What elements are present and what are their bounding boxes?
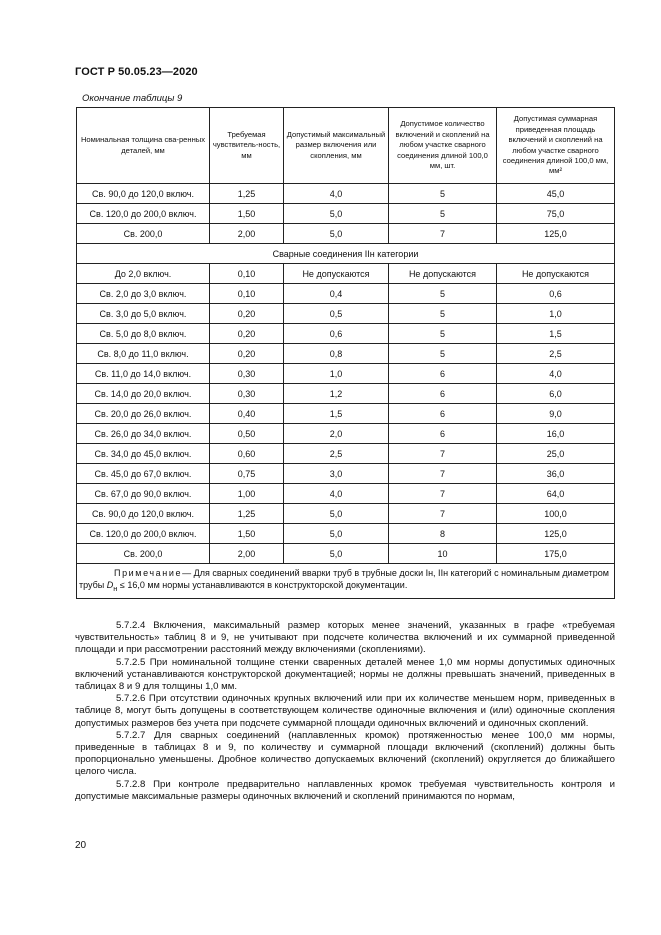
- table-cell: 5: [389, 344, 497, 364]
- table-cell: 2,00: [210, 224, 284, 244]
- table-cell: 1,50: [210, 524, 284, 544]
- table-cell: Св. 14,0 до 20,0 включ.: [77, 384, 210, 404]
- table-cell: Св. 11,0 до 14,0 включ.: [77, 364, 210, 384]
- table-cell: 6: [389, 384, 497, 404]
- paragraph: 5.7.2.6 При отсутствии одиночных крупных включений или при их количестве меньшем норм, приведенных в таблице 8, могут быть допущены в соответствующем количестве одиночные включения и (или) одиночные скопления допустимых размеров без учета при подсчете суммарной площади одиночных включений и одиночных скоплений.: [75, 693, 615, 729]
- table-row: [77, 184, 615, 204]
- table-cell: Не допускаются: [497, 264, 615, 284]
- table-cell: Св. 200,0: [77, 224, 210, 244]
- table-cell: Св. 3,0 до 5,0 включ.: [77, 304, 210, 324]
- table-cell: 0,6: [284, 324, 389, 344]
- table-cell: 1,5: [284, 404, 389, 424]
- table-row: [77, 464, 615, 484]
- table-cell: 0,40: [210, 404, 284, 424]
- table-row: [77, 444, 615, 464]
- table-cell: 2,5: [497, 344, 615, 364]
- body-text: [75, 620, 615, 803]
- header-cell: Требуемая чувствитель-ность, мм: [210, 108, 284, 184]
- table-cell: 0,30: [210, 364, 284, 384]
- table-cell: 1,2: [284, 384, 389, 404]
- table-row: [77, 544, 615, 564]
- header-cell: Номинальная толщина сва-ренных деталей, мм: [77, 108, 210, 184]
- table-cell: 0,10: [210, 284, 284, 304]
- table-cell: 0,8: [284, 344, 389, 364]
- paragraph: 5.7.2.8 При контроле предварительно наплавленных кромок требуемая чувствительность контроля и допустимые максимальные размеры одиночных включений и скоплений принимаются по нормам,: [75, 778, 615, 802]
- header-cell: Допустимый максимальный размер включения или скопления, мм: [284, 108, 389, 184]
- table-row: [77, 364, 615, 384]
- table-cell: 36,0: [497, 464, 615, 484]
- table-cell: 0,30: [210, 384, 284, 404]
- table-cell: Не допускаются: [389, 264, 497, 284]
- table-cell: 7: [389, 224, 497, 244]
- table-cell: 1,00: [210, 484, 284, 504]
- table-cell: 5: [389, 204, 497, 224]
- table-cell: 7: [389, 464, 497, 484]
- table-cell: 2,0: [284, 424, 389, 444]
- table-cell: Св. 20,0 до 26,0 включ.: [77, 404, 210, 424]
- table-cell: 5,0: [284, 504, 389, 524]
- table-cell: 5,0: [284, 524, 389, 544]
- table-cell: 16,0: [497, 424, 615, 444]
- table-cell: 5: [389, 324, 497, 344]
- table-cell: Св. 200,0: [77, 544, 210, 564]
- table-cell: 0,10: [210, 264, 284, 284]
- document-code: ГОСТ Р 50.05.23—2020: [75, 66, 198, 78]
- table-cell: Св. 5,0 до 8,0 включ.: [77, 324, 210, 344]
- table-cell: 5: [389, 184, 497, 204]
- table-cell: 10: [389, 544, 497, 564]
- header-cell: Допустимая суммарная приведенная площадь включений и скоплений на любом участке сварного соединения длиной 100,0 мм, мм²: [497, 108, 615, 184]
- table-caption: Окончание таблицы 9: [82, 93, 183, 104]
- table-cell: Св. 2,0 до 3,0 включ.: [77, 284, 210, 304]
- table-cell: 1,0: [497, 304, 615, 324]
- table-cell: 4,0: [497, 364, 615, 384]
- note-label: Примечание: [114, 568, 183, 579]
- table-cell: 4,0: [284, 184, 389, 204]
- table-cell: 5: [389, 304, 497, 324]
- table-cell: Не допускаются: [284, 264, 389, 284]
- table-cell: 7: [389, 444, 497, 464]
- table-cell: 7: [389, 504, 497, 524]
- table-cell: 2,00: [210, 544, 284, 564]
- table-cell: 0,20: [210, 344, 284, 364]
- category-section: [77, 244, 615, 264]
- table-cell: 0,50: [210, 424, 284, 444]
- table-cell: 1,50: [210, 204, 284, 224]
- table-body-top: [77, 184, 615, 244]
- table-row: [77, 344, 615, 364]
- table-row: [77, 524, 615, 544]
- table-cell: 100,0: [497, 504, 615, 524]
- table-cell: 125,0: [497, 524, 615, 544]
- table-cell: 6: [389, 424, 497, 444]
- table-cell: 125,0: [497, 224, 615, 244]
- note-subscript: н: [113, 583, 118, 593]
- table-row: [77, 304, 615, 324]
- table-cell: До 2,0 включ.: [77, 264, 210, 284]
- table-cell: Св. 67,0 до 90,0 включ.: [77, 484, 210, 504]
- table-cell: 0,6: [497, 284, 615, 304]
- table-cell: Св. 120,0 до 200,0 включ.: [77, 524, 210, 544]
- table-row: [77, 484, 615, 504]
- table-cell: 0,75: [210, 464, 284, 484]
- page-number: 20: [75, 840, 87, 851]
- table-row: [77, 264, 615, 284]
- table-row: [77, 404, 615, 424]
- table-cell: 8: [389, 524, 497, 544]
- table-cell: 3,0: [284, 464, 389, 484]
- table-cell: 0,60: [210, 444, 284, 464]
- table-cell: Св. 34,0 до 45,0 включ.: [77, 444, 210, 464]
- table-cell: 5,0: [284, 544, 389, 564]
- table-cell: 1,25: [210, 184, 284, 204]
- table-cell: 6,0: [497, 384, 615, 404]
- table-cell: 4,0: [284, 484, 389, 504]
- table-cell: 7: [389, 484, 497, 504]
- table-cell: Св. 8,0 до 11,0 включ.: [77, 344, 210, 364]
- paragraph: 5.7.2.7 Для сварных соединений (наплавленных кромок) протяженностью менее 100,0 мм нормы, приведенные в таблицах 8 и 9, по количеству и суммарной площади включений (скоплений) должны быть пропорционально уменьшены. Дробное количество допускаемых включений (скоплений) округляется до ближайшего целого числа.: [75, 729, 615, 778]
- table-cell: 5,0: [284, 204, 389, 224]
- table-cell: 0,20: [210, 304, 284, 324]
- table-cell: 0,20: [210, 324, 284, 344]
- table-cell: 5,0: [284, 224, 389, 244]
- table-body-bottom: [77, 264, 615, 564]
- note-section: [77, 564, 615, 599]
- table-cell: Св. 120,0 до 200,0 включ.: [77, 204, 210, 224]
- table-header: [77, 108, 615, 184]
- table-cell: 1,0: [284, 364, 389, 384]
- table-cell: 0,5: [284, 304, 389, 324]
- table-note: [77, 564, 615, 599]
- table-cell: Св. 90,0 до 120,0 включ.: [77, 184, 210, 204]
- note-text-1: — Для сварных соединений вварки труб в трубные доски Iн, IIн категорий с номинальным диаметром трубы: [79, 568, 609, 591]
- table-cell: 64,0: [497, 484, 615, 504]
- paragraph: 5.7.2.5 При номинальной толщине стенки сваренных деталей менее 1,0 мм нормы допустимых одиночных включений устанавливаются конструкторской документацией; нормы не должны превышать значений, приведенных в таблицах 8 и 9 для толщины 1,0 мм.: [75, 656, 615, 693]
- table-cell: 0,4: [284, 284, 389, 304]
- table-cell: 25,0: [497, 444, 615, 464]
- table-cell: 9,0: [497, 404, 615, 424]
- paragraph: 5.7.2.4 Включения, максимальный размер которых менее значений, указанных в графе «требуемая чувствительность» таблиц 8 и 9, не учитывают при подсчете количества включений и их суммарной приведенной площади и при рассмотрении расстояний между включениями (скоплениями).: [75, 620, 615, 656]
- header-cell: Допустимое количество включений и скоплений на любом участке сварного соединения длиной 100,0 мм, шт.: [389, 108, 497, 184]
- table-cell: Св. 26,0 до 34,0 включ.: [77, 424, 210, 444]
- table-9: [76, 107, 615, 599]
- table-cell: 45,0: [497, 184, 615, 204]
- table-row: [77, 224, 615, 244]
- table-cell: 1,25: [210, 504, 284, 524]
- table-row: [77, 424, 615, 444]
- table-cell: 175,0: [497, 544, 615, 564]
- table-cell: 6: [389, 364, 497, 384]
- note-text-2: ≤ 16,0 мм нормы устанавливаются в конструкторской документации.: [117, 580, 408, 591]
- table-cell: Св. 90,0 до 120,0 включ.: [77, 504, 210, 524]
- table-row: [77, 324, 615, 344]
- table-row: [77, 384, 615, 404]
- table-row: [77, 504, 615, 524]
- table-cell: Св. 45,0 до 67,0 включ.: [77, 464, 210, 484]
- category-row: Сварные соединения IIн категории: [77, 244, 615, 264]
- table-cell: 1,5: [497, 324, 615, 344]
- table-row: [77, 284, 615, 304]
- table-cell: 5: [389, 284, 497, 304]
- table-row: [77, 204, 615, 224]
- note-symbol: D: [106, 580, 114, 591]
- table-cell: 2,5: [284, 444, 389, 464]
- table-cell: 75,0: [497, 204, 615, 224]
- table-cell: 6: [389, 404, 497, 424]
